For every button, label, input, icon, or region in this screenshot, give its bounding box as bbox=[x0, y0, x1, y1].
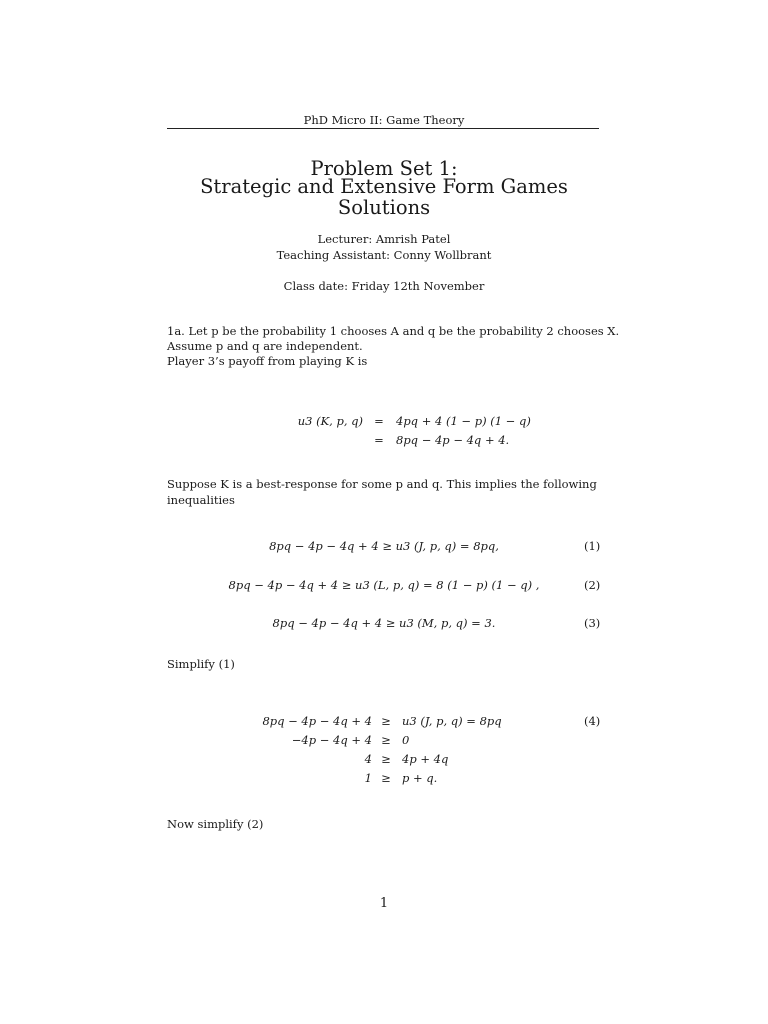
payoff-rhs-1: 4pq + 4 (1 − p) (1 − q) bbox=[396, 414, 531, 428]
q1a-line-1: 1a. Let p be the probability 1 chooses A and q be the probability 2 chooses X. bbox=[167, 324, 620, 338]
title-line-1: Problem Set 1: bbox=[310, 157, 458, 180]
page-number: 1 bbox=[379, 896, 389, 911]
align-rhs-2: 0 bbox=[402, 733, 410, 747]
title-line-2: Strategic and Extensive Form Games bbox=[200, 175, 568, 198]
simplify-1: Simplify (1) bbox=[167, 657, 235, 671]
inequality-1: 8pq − 4p − 4q + 4 ≥ u3 (J, p, q) = 8pq, bbox=[269, 539, 499, 553]
teaching-assistant: Teaching Assistant: Conny Wollbrant bbox=[276, 248, 492, 262]
equation-number-2: (2) bbox=[584, 578, 601, 592]
class-date: Class date: Friday 12th November bbox=[283, 279, 485, 293]
align-rel-3: ≥ bbox=[381, 752, 391, 766]
align-rhs-4: p + q. bbox=[402, 771, 438, 785]
payoff-rhs-2: 8pq − 4p − 4q + 4. bbox=[396, 433, 510, 447]
running-title: PhD Micro II: Game Theory bbox=[303, 113, 465, 127]
inequality-2: 8pq − 4p − 4q + 4 ≥ u3 (L, p, q) = 8 (1 − p) (1 − q) , bbox=[228, 578, 540, 592]
align-rel-4: ≥ bbox=[381, 771, 391, 785]
equation-number-4: (4) bbox=[584, 714, 601, 728]
payoff-lhs: u3 (K, p, q) bbox=[297, 414, 363, 428]
align-rel-2: ≥ bbox=[381, 733, 391, 747]
align-rhs-1: u3 (J, p, q) = 8pq bbox=[402, 714, 502, 728]
equation-number-1: (1) bbox=[584, 539, 601, 553]
suppose-line-1: Suppose K is a best-response for some p and q. This implies the following bbox=[167, 477, 597, 491]
q1a-line-3: Player 3’s payoff from playing K is bbox=[167, 354, 368, 368]
align-lhs-1: 8pq − 4p − 4q + 4 bbox=[262, 714, 372, 728]
q1a-line-2: Assume p and q are independent. bbox=[167, 339, 363, 353]
align-rhs-3: 4p + 4q bbox=[402, 752, 449, 766]
simplify-2: Now simplify (2) bbox=[167, 817, 264, 831]
payoff-rel-1: = bbox=[374, 414, 384, 428]
align-rel-1: ≥ bbox=[381, 714, 391, 728]
align-lhs-3: 4 bbox=[364, 752, 372, 766]
payoff-rel-2: = bbox=[374, 433, 384, 447]
align-lhs-4: 1 bbox=[364, 771, 372, 785]
lecturer: Lecturer: Amrish Patel bbox=[317, 232, 451, 246]
header-rule bbox=[167, 128, 599, 129]
title-line-3: Solutions bbox=[337, 196, 431, 219]
suppose-line-2: inequalities bbox=[167, 493, 235, 507]
equation-number-3: (3) bbox=[584, 616, 601, 630]
align-lhs-2: −4p − 4q + 4 bbox=[291, 733, 372, 747]
inequality-3: 8pq − 4p − 4q + 4 ≥ u3 (M, p, q) = 3. bbox=[272, 616, 496, 630]
